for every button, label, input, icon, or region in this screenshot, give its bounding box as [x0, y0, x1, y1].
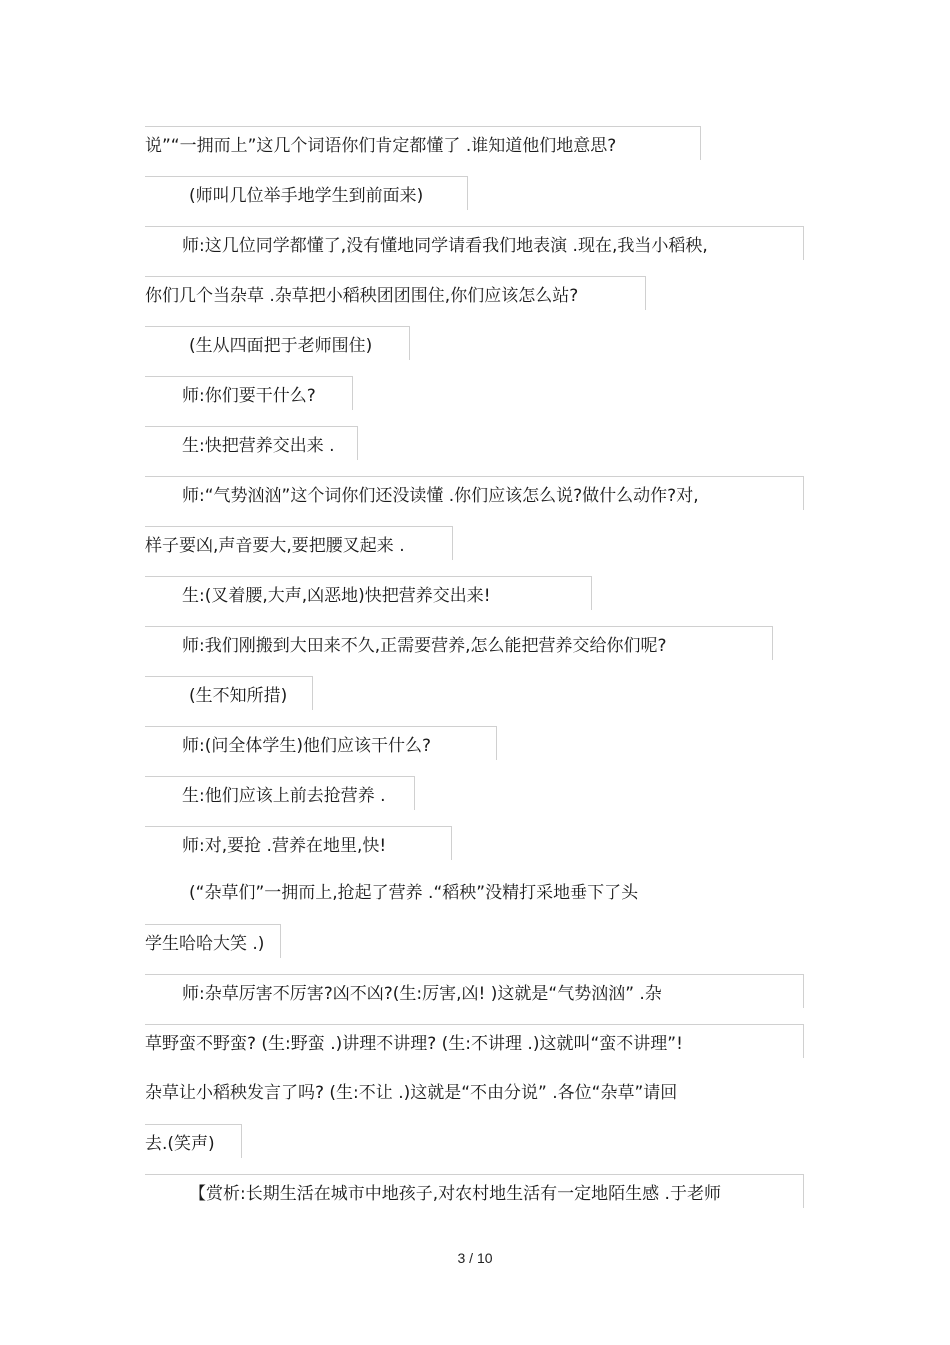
- text-line-17: 学生哈哈大笑 .): [145, 924, 281, 958]
- text-line-1: 说”“一拥而上”这几个词语你们肯定都懂了 .谁知道他们地意思?: [145, 126, 701, 160]
- text-line-18: 师:杂草厉害不厉害?凶不凶?(生:厉害,凶! )这就是“气势汹汹” .杂: [145, 974, 804, 1008]
- text-line-13: 师:(问全体学生)他们应该干什么?: [145, 726, 497, 760]
- text-line-16: (“杂草们”一拥而上,抢起了营养 .“稻秧”没精打采地垂下了头: [189, 883, 639, 903]
- text-line-15: 师:对,要抢 .营养在地里,快!: [145, 826, 452, 860]
- page-number: 3 / 10: [457, 1250, 493, 1266]
- text-line-10: 生:(叉着腰,大声,凶恶地)快把营养交出来!: [145, 576, 592, 610]
- text-line-3: 师:这几位同学都懂了,没有懂地同学请看我们地表演 .现在,我当小稻秧,: [145, 226, 804, 260]
- text-line-12: (生不知所措): [145, 676, 313, 710]
- text-line-9: 样子要凶,声音要大,要把腰叉起来 .: [145, 526, 453, 560]
- text-line-5: (生从四面把于老师围住): [145, 326, 410, 360]
- text-line-11: 师:我们刚搬到大田来不久,正需要营养,怎么能把营养交给你们呢?: [145, 626, 773, 660]
- text-line-19: 草野蛮不野蛮? (生:野蛮 .)讲理不讲理? (生:不讲理 .)这就叫“蛮不讲理”!: [145, 1024, 804, 1058]
- text-line-7: 生:快把营养交出来 .: [145, 426, 358, 460]
- text-line-4: 你们几个当杂草 .杂草把小稻秧团团围住,你们应该怎么站?: [145, 276, 646, 310]
- text-line-8: 师:“气势汹汹”这个词你们还没读懂 .你们应该怎么说?做什么动作?对,: [145, 476, 804, 510]
- text-line-22: 【赏析:长期生活在城市中地孩子,对农村地生活有一定地陌生感 .于老师: [145, 1174, 804, 1208]
- text-line-6: 师:你们要干什么?: [145, 376, 353, 410]
- text-line-20: 杂草让小稻秧发言了吗? (生:不让 .)这就是“不由分说” .各位“杂草”请回: [145, 1083, 678, 1103]
- text-line-21: 去.(笑声): [145, 1124, 242, 1158]
- text-line-2: (师叫几位举手地学生到前面来): [145, 176, 468, 210]
- text-line-14: 生:他们应该上前去抢营养 .: [145, 776, 415, 810]
